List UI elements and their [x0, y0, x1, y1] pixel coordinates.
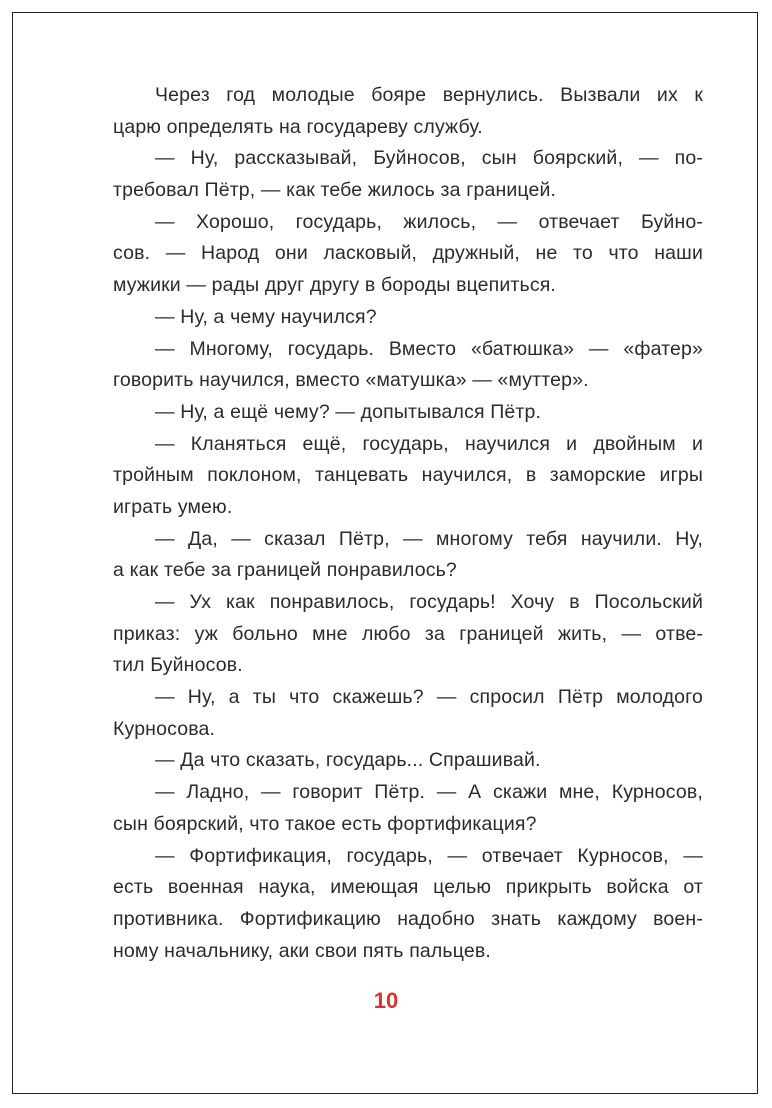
- body-text: [113, 80, 703, 967]
- text-line: царю определять на государеву службу.: [113, 115, 483, 138]
- text-line: сын боярский, что такое есть фортификация?: [113, 812, 537, 835]
- text-line: — Ладно, — говорит Пётр. — А скажи мне, Курносов,: [155, 781, 703, 804]
- text-line: а как тебе за границей понравилось?: [113, 559, 457, 582]
- text-line: тил Буйносов.: [113, 654, 243, 677]
- text-line: — Ну, а чему научился?: [155, 305, 377, 328]
- text-line: приказ: уж больно мне любо за границей жить, — отве-: [113, 622, 703, 645]
- text-line: — Ух как понравилось, государь! Хочу в Посольский: [155, 591, 703, 613]
- text-line: — Ну, а ещё чему? — допытывался Пётр.: [155, 400, 542, 423]
- text-line: — Да что сказать, государь... Спрашивай.: [155, 749, 541, 772]
- text-line: требовал Пётр, — как тебе жилось за границей.: [113, 179, 557, 202]
- text-line: — Ну, рассказывай, Буйносов, сын боярский, — по-: [155, 147, 703, 170]
- text-line: говорить научился, вместо «матушка» — «муттер».: [113, 369, 589, 392]
- text-line: тройным поклоном, танцевать научился, в заморские игры: [113, 464, 703, 487]
- text-line: противника. Фортификацию надобно знать каждому воен-: [113, 907, 703, 930]
- text-line: есть военная наука, имеющая целью прикрыть войска от: [113, 876, 703, 899]
- page-number: 10: [373, 988, 399, 1013]
- text-line: — Кланяться ещё, государь, научился и двойным и: [155, 432, 703, 455]
- text-line: — Многому, государь. Вместо «батюшка» — «фатер»: [155, 337, 703, 360]
- text-line: сов. — Народ они ласковый, дружный, не то что наши: [113, 242, 703, 265]
- text-line: — Да, — сказал Пётр, — многому тебя научили. Ну,: [155, 527, 703, 550]
- text-line: — Ну, а ты что скажешь? — спросил Пётр молодого: [155, 686, 703, 709]
- text-line: — Фортификация, государь, — отвечает Курносов, —: [155, 844, 703, 867]
- text-line: — Хорошо, государь, жилось, — отвечает Буйно-: [155, 210, 703, 233]
- text-line: играть умею.: [113, 495, 233, 518]
- text-line: Через год молодые бояре вернулись. Вызвали их к: [155, 84, 703, 106]
- text-line: Курносова.: [113, 717, 216, 740]
- text-line: ному начальнику, аки свои пять пальцев.: [113, 939, 491, 962]
- text-line: мужики — рады друг другу в бороды вцепиться.: [113, 274, 556, 297]
